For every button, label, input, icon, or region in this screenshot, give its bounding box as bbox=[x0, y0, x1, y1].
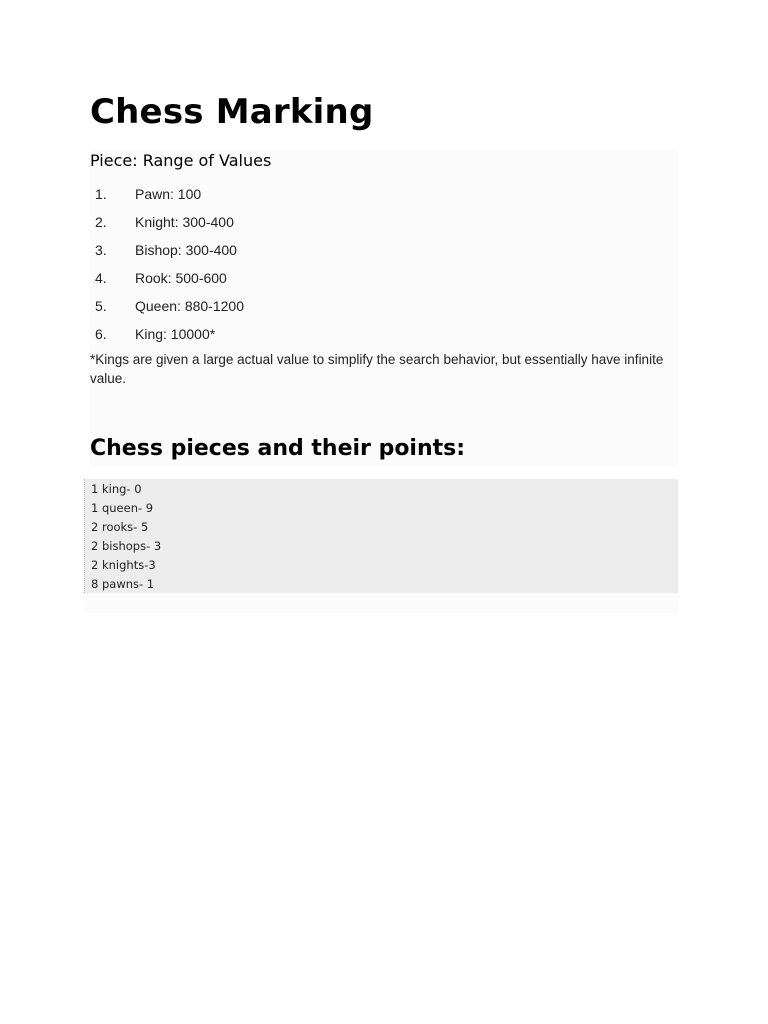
list-item-number: 2. bbox=[95, 214, 107, 230]
list-item-text: Queen: 880-1200 bbox=[135, 298, 244, 314]
list-item-number: 4. bbox=[95, 270, 107, 286]
points-line: 2 knights-3 bbox=[91, 558, 156, 572]
list-item-number: 5. bbox=[95, 298, 107, 314]
points-line: 1 queen- 9 bbox=[91, 501, 154, 515]
points-line: 1 king- 0 bbox=[91, 482, 142, 496]
points-line: 2 bishops- 3 bbox=[91, 539, 162, 553]
list-item-text: Rook: 500-600 bbox=[135, 270, 227, 286]
list-item-number: 3. bbox=[95, 242, 107, 258]
king-value-footnote: *Kings are given a large actual value to simplify the search behavior, but essentially have infinite value. bbox=[90, 352, 664, 386]
list-item-text: Pawn: 100 bbox=[135, 186, 202, 202]
list-item-text: King: 10000* bbox=[135, 326, 216, 342]
list-item-text: Knight: 300-400 bbox=[135, 214, 234, 230]
points-heading: Chess pieces and their points: bbox=[90, 436, 466, 461]
code-block-tail bbox=[84, 593, 678, 613]
list-item-number: 1. bbox=[95, 186, 107, 202]
piece-values-heading: Piece: Range of Values bbox=[90, 151, 272, 170]
list-item-number: 6. bbox=[95, 326, 107, 342]
points-line: 2 rooks- 5 bbox=[91, 520, 149, 534]
points-code-block bbox=[84, 479, 678, 593]
points-line: 8 pawns- 1 bbox=[91, 577, 155, 591]
list-item-text: Bishop: 300-400 bbox=[135, 242, 237, 258]
piece-values-section bbox=[90, 150, 678, 466]
page-title: Chess Marking bbox=[90, 92, 374, 132]
